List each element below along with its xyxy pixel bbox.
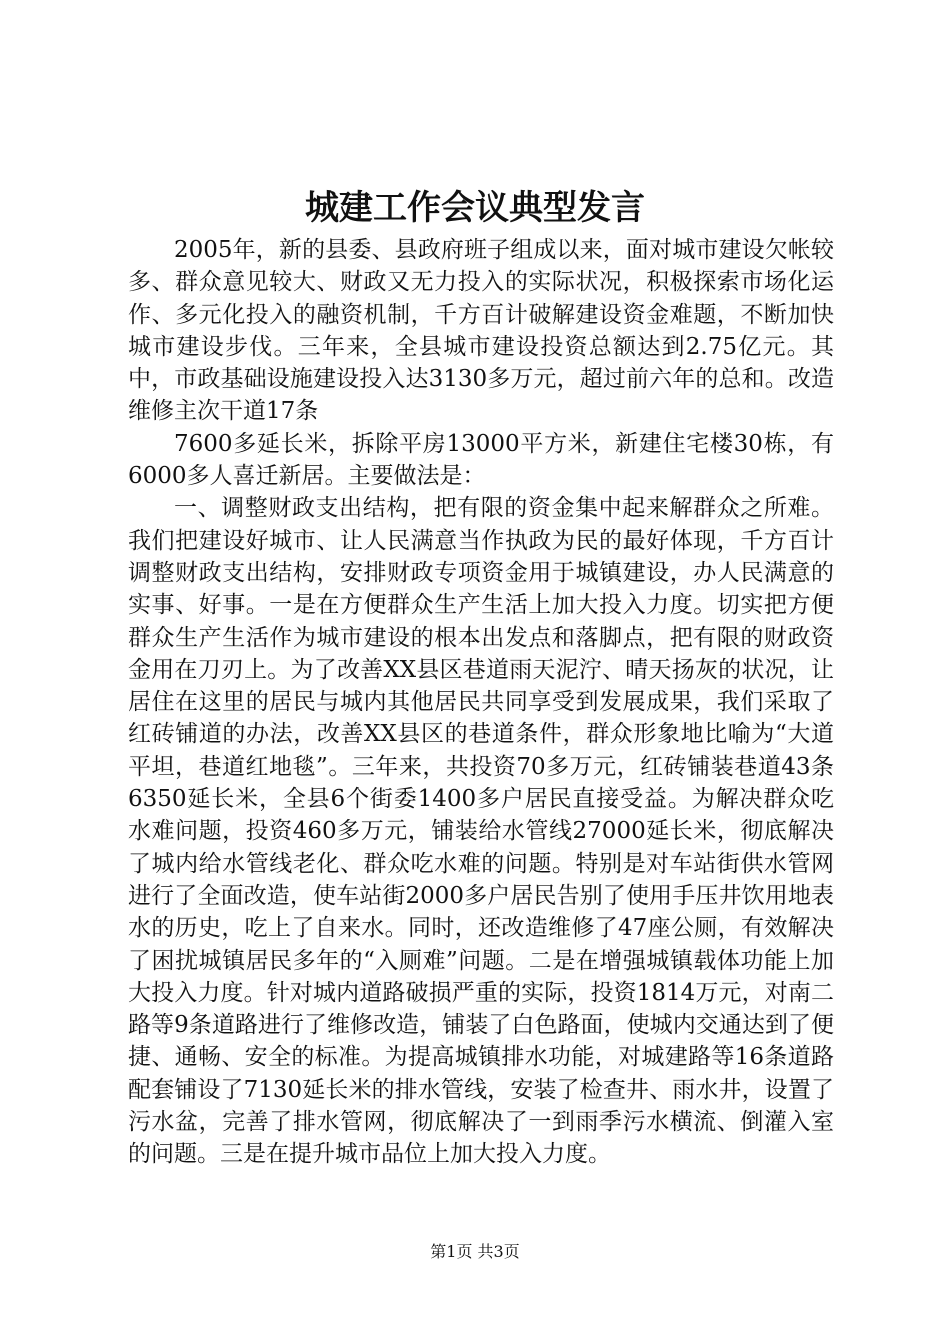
paragraph-1: 2005年，新的县委、县政府班子组成以来，面对城市建设欠帐较多、群众意见较大、财政又无力投入的实际状况，积极探索市场化运作、多元化投入的融资机制，千方百计破解建设资金难题，不断加快城市建设步伐。三年来，全县城市建设投资总额达到2.75亿元。其中，市政基础设施建设投入达3130多万元，超过前六年的总和。改造维修主次干道17条 <box>128 237 834 425</box>
paragraph-2: 7600多延长米，拆除平房13000平方米，新建住宅楼30栋，有6000多人喜迁新居。主要做法是： <box>128 430 834 490</box>
document-title: 城建工作会议典型发言 <box>305 188 645 228</box>
document-body <box>128 234 834 1171</box>
page-footer: 第1页 共3页 <box>430 1242 520 1261</box>
paragraph-3: 一、调整财政支出结构，把有限的资金集中起来解群众之所难。我们把建设好城市、让人民满意当作执政为民的最好体现，千方百计调整财政支出结构，安排财政专项资金用于城镇建设，办人民满意的实事、好事。一是在方便群众生产生活上加大投入力度。切实把方便群众生产生活作为城市建设的根本出发点和落脚点，把有限的财政资金用在刀刃上。为了改善XX县区巷道雨天泥泞、晴天扬灰的状况，让居住在这里的居民与城内其他居民共同享受到发展成果，我们采取了红砖铺道的办法，改善XX县区的巷道条件，群众形象地比喻为“大道平坦，巷道红地毯”。三年来，共投资70多万元，红砖铺装巷道43条6350延长米，全县6个街委1400多户居民直接受益。为解决群众吃水难问题，投资460多万元，铺装给水管线27000延长米，彻底解决了城内给水管线老化、群众吃水难的问题。特别是对车站街供水管网进行了全面改造，使车站街2000多户居民告别了使用手压井饮用地表水的历史，吃上了自来水。同时，还改造维修了47座公厕，有效解决了困扰城镇居民多年的“入厕难”问题。二是在增强城镇载体功能上加大投入力度。针对城内道路破损严重的实际，投资1814万元，对南二路等9条道路进行了维修改造，铺装了白色路面，使城内交通达到了便捷、通畅、安全的标准。为提高城镇排水功能，对城建路等16条道路配套铺设了7130延长米的排水管线，安装了检查井、雨水井，设置了污水盆，完善了排水管网，彻底解决了一到雨季污水横流、倒灌入室的问题。三是在提升城市品位上加大投入力度。 <box>128 495 834 1168</box>
